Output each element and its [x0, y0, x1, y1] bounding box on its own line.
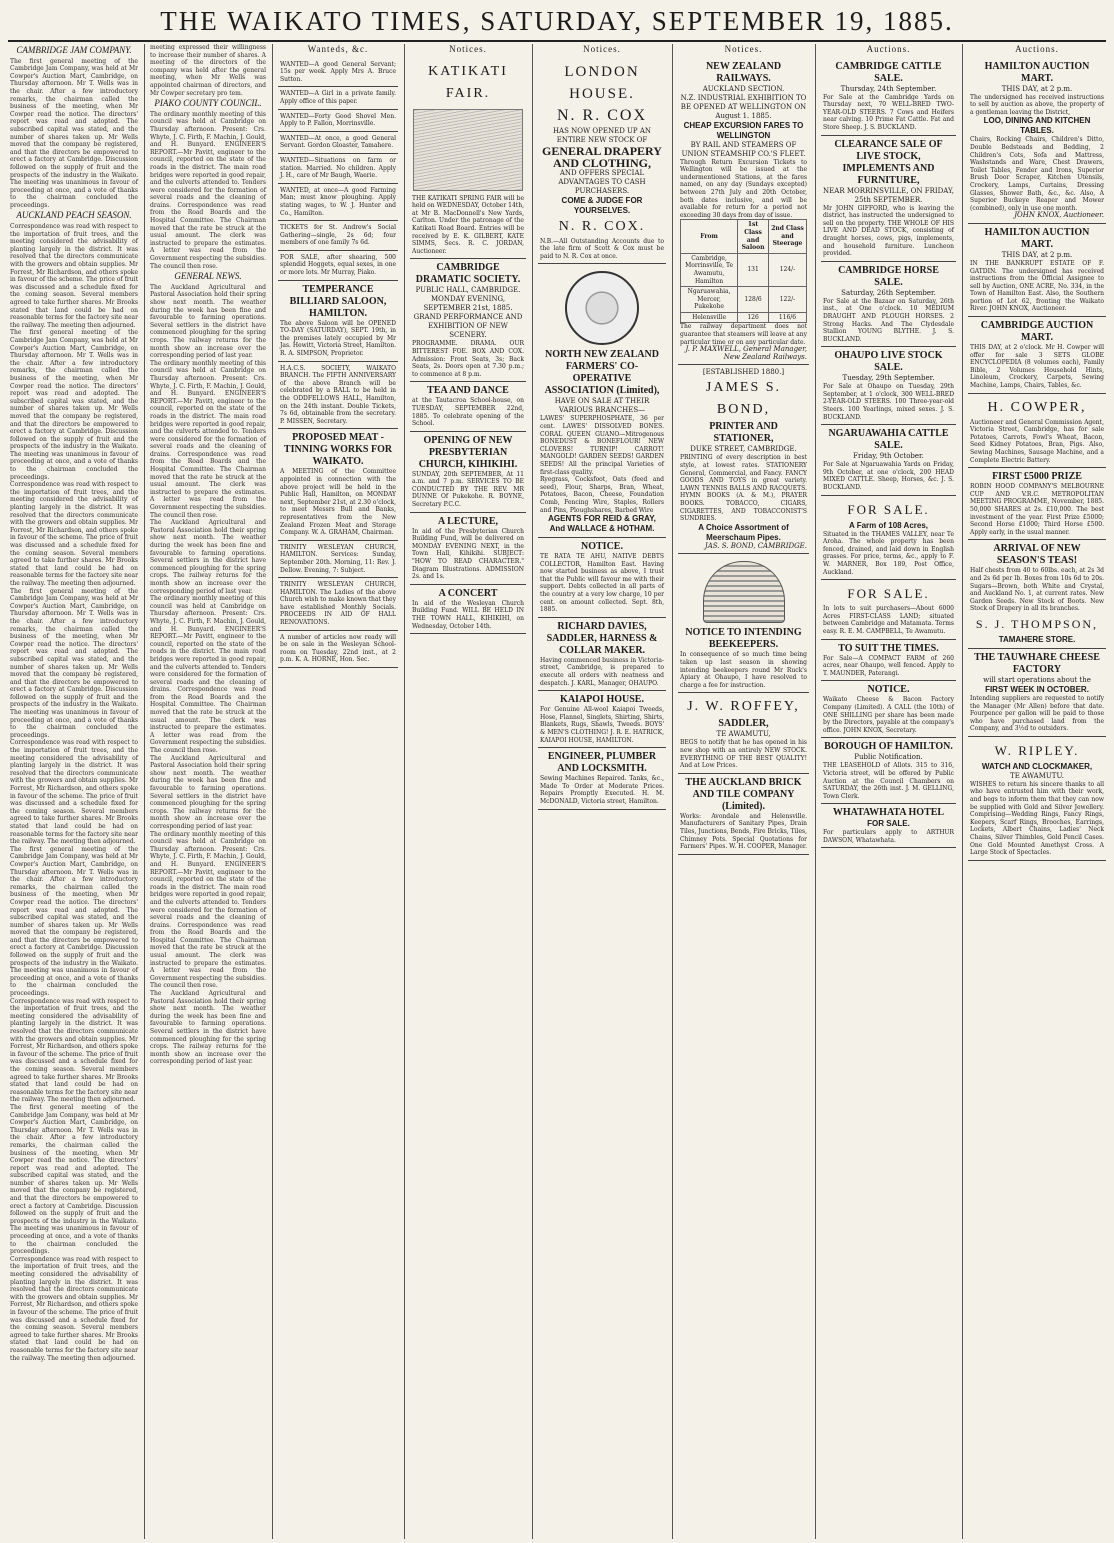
article-title: AUCKLAND PEACH SEASON. [16, 210, 132, 221]
column-divider [144, 44, 145, 1539]
column-5-notices [538, 44, 666, 1539]
column-8-auctions [968, 44, 1106, 1539]
column-2 [150, 44, 266, 1539]
engineer-ad: ENGINEER, PLUMBER AND LOCKSMITH. Sewing Machines Repaired. Tanks, &c., Made To Order at Moderate Prices. Repairs Promptly Executed. H. M. McDONALD, Victoria street, Hamilton. [538, 748, 666, 809]
auction-mart-ad: HAMILTON AUCTION MART. THIS DAY, at 2 p.m. The undersigned has received instructions to sell by auction as above, the property of a gentleman leaving the District, LOO, DINING AND KITCHEN TABLES. Chairs, Rocking Chairs, Children's Ditto, Double Bedsteads and Bedding, 2 Children's Cots, Sofa and Mattress, Washstands and Ware, Chest Drawers, Toilet Tables, Fender and Irons, Superior Brush Door Scraper, Kitchen Utensils, Crockery, Lamps, Curtains, Dressing Glasses, Shower Bath, &c., &c. Also, A Superior Buckeye Reaper and Mower (combined), only in use one month. JOHN KNOX, Auctioneer. [968, 58, 1106, 224]
classified-ad: FOR SALE, after shearing, 500 splendid Hoggets, equal sexes, in one or more lots. Mr Murray, Piako. [278, 251, 398, 281]
auction-ad: CAMBRIDGE HORSE SALE. Saturday, 26th September. For Sale at the Bazaar on Saturday, 26th inst., at One o'clock. 10 MEDIUM DRAUGHT AND PLOUGH HORSES. 2 Strong Hacks. And The Clydesdale Stallion YOUNG BLYTHE. J. S. BUCKLAND. [821, 262, 956, 348]
column-heading: Notices. [724, 44, 763, 54]
column-heading: Auctions. [866, 44, 911, 54]
coop-seal-emblem [565, 271, 639, 345]
article-body: The ordinary monthly meeting of this council was held at Cambridge on Thursday afternoon. Present: Crs. Whyte, J. C. Firth, F. Machin, J. Gould, and H. Bunyard. ENGINEER'S REPORT.—Mr Pavitt, engineer to the council, reported on the state of the roads in the district. The main road bridges were reported in good repair, and the culverts attended to. Tenders were considered for the formation of several roads and the cleaning of drains. Correspondence was read from the Road Boards and the Hospital Committee. The Chairman moved that the rate be struck at the usual amount. The clerk was instructed to prepare the estimates. A letter was read from the Government respecting the subsidies. The council then rose. [150, 830, 268, 990]
brick-tile-ad: THE AUCKLAND BRICK AND TILE COMPANY (Limited). Works: Avondale and Helensville. Manufacturers of Sanitary Pipes, Drain Tiles, Junctions, Bends, Fire Bricks, Tiles, Chimney Pots. Special Quotations for Farmers' Pipes. W. H. COOPER, Manager. [678, 774, 809, 855]
article-body: Correspondence was read with respect to the importation of fruit trees, and the meeting considered the advisability of planting largely in the district. It was resolved that the directors communicate with the growers and obtain supplies. Mr Forrest, Mr Richardson, and others spoke in favour of the scheme. The price of fruit was discussed and a schedule fixed for the coming season. Several members agreed to take further shares. Mr Brooks stated that land could be had on reasonable terms for the factory site near the railway. The meeting then adjourned. [10, 739, 140, 846]
article-body: The first general meeting of the Cambridge Jam Company, was held at Mr Cowper's Auction Mart, Cambridge, on Thursday afternoon. Mr T. Wells was in the chair. After a few introductory remarks, the chairman called the business of the meeting, when Mr Cowper read the notice. The directors' report was read and adopted. The subscribed capital was stated, and the number of shares taken up. Mr Wells moved that the company be registered, and that the directors be empowered to erect a factory at Cambridge. Discussion followed on the supply of fruit and the prospects of the industry in the Waikato. The meeting was unanimous in favour of proceeding at once, and a vote of thanks to the chairman concluded the proceedings. [10, 1103, 140, 1256]
article-body: The Auckland Agricultural and Pastoral Association hold their spring show next month. The weather during the week has been fine and favourable to farming operations. Several settlers in the district have commenced ploughing for the spring crops. The railway returns for the month show an increase over the corresponding period of last year. [150, 754, 268, 830]
column-3-wanteds [278, 44, 398, 1539]
column-heading: Auctions. [1015, 44, 1059, 54]
column-divider [672, 44, 673, 1539]
auction-mart-ad: CAMBRIDGE AUCTION MART. THIS DAY, at 2 o'clock. Mr H. Cowper will offer for sale 3 SETS GLOBE ENCYCLOPEDIA (8 volumes each), Family Bible, 2 Volumes Household Hints, Linoleum, Crockery, Carpets, Sewing Machine, Lamps, Chairs, Tables, &c. [968, 317, 1106, 394]
article-title: CAMBRIDGE JAM COMPANY. [16, 45, 132, 55]
saddler-ad: RICHARD DAVIES, SADDLER, HARNESS & COLLAR MAKER. Having commenced business in Victoria-street, Cambridge, is prepared to execute all orders with neatness and despatch. J. KARL, Manager, OHAUPO. [538, 618, 666, 691]
article-body: Correspondence was read with respect to the importation of fruit trees, and the meeting considered the advisability of planting largely in the district. It was resolved that the directors communicate with the growers and obtain supplies. Mr Forrest, Mr Richardson, and others spoke in favour of the scheme. The price of fruit was discussed and a schedule fixed for the coming season. Several members agreed to take further shares. Mr Brooks stated that land could be had on reasonable terms for the factory site near the railway. The meeting then adjourned. [10, 481, 140, 587]
column-divider [962, 44, 963, 1539]
dramatic-society-ad: CAMBRIDGE DRAMATIC SOCIETY. PUBLIC HALL, CAMBRIDGE. MONDAY EVENING, SEPTEMBER 21st, 1885. GRAND PERFORMANCE AND EXHIBITION OF NEW SCENERY. PROGRAMME. DRAMA. OUR BITTEREST FOE. BOX AND COX. Admission: Front Seats, 3s; Back Seats, 2s. Doors open at 7.30 p.m.; to commence at 8 p.m. [410, 259, 526, 382]
cheese-company-notice: NOTICE. Waikato Cheese & Bacon Factory Company (Limited). A CALL (the 10th) of ONE SHILLING per share has been made by the Directors, payable at the company's office. JOHN KNOX, Secretary. [821, 681, 956, 738]
classified-ad: WANTED—Forty Good Shovel Men. Apply to P. Fallon, Morrinsville. [278, 110, 398, 132]
fares-header: 1st Class and Saloon [738, 220, 769, 253]
article-body: The first general meeting of the Cambridge Jam Company, was held at Mr Cowper's Auction Mart, Cambridge, on Thursday afternoon. Mr T. Wells was in the chair. After a few introductory remarks, the chairman called the business of the meeting, when Mr Cowper read the notice. The directors' report was read and adopted. The subscribed capital was stated, and the number of shares taken up. Mr Wells moved that the company be registered, and that the directors be empowered to erect a factory at Cambridge. Discussion followed on the supply of fruit and the prospects of the industry in the Waikato. The meeting was unanimous in favour of proceeding at once, and a vote of thanks to the chairman concluded the proceedings. [10, 329, 140, 481]
column-6-notices [678, 44, 809, 1539]
lecture-ad: A LECTURE, In aid of the Presbyterian Church Building Fund, will be delivered on MONDAY EVENING NEXT, in the Town Hall, Kihikihi. SUBJECT: "HOW TO READ CHARACTER." Diagram Illustrations. ADMISSION 2s. and 1s. [410, 513, 526, 585]
roffey-saddler-ad: J. W. ROFFEY, SADDLER, TE AWAMUTU, BEGS to notify that he has opened in his new shop with an entirely NEW STOCK. EVERYTHING OF THE BEST QUALITY! And at Low Prices. [678, 693, 809, 773]
farm-sale-ad: FOR SALE. A Farm of 108 Acres, Situated in the THAMES VALLEY, near Te Aroha. The whole property has been fenced, drained, and laid down in English grasses. For price, terms, &c., apply to F. W. MARNER, Box 189, Post Office, Auckland. [821, 496, 956, 581]
article-body: Correspondence was read with respect to the importation of fruit trees, and the meeting considered the advisability of planting largely in the district. It was resolved that the directors communicate with the growers and obtain supplies. Mr Forrest, Mr Richardson, and others spoke in favour of the scheme. The price of fruit was discussed and a schedule fixed for the coming season. Several members agreed to take further shares. Mr Brooks stated that land could be had on reasonable terms for the factory site near the railway. The meeting then adjourned. [10, 223, 140, 329]
column-divider [404, 44, 405, 1539]
farmers-coop-ad: NORTH NEW ZEALAND FARMERS' CO-OPERATIVE ASSOCIATION (Limited), HAVE ON SALE AT THEIR VARIOUS BRANCHES— LAWES' SUPERPHOSPHATE, 36 per cent. LAWES' DISSOLVED BONES. CORAL QUEEN GUANO—Mitrogenous BONEDUST & BONEFLOUR! NEW CLOVERS! TURNIP! CARROT! MANGOLD! GARDEN SEEDS! GARDEN SEEDS! All the principal Varieties of first-class quality. Ryegrass, Cocksfoot, Oats (feed and seed), Flour, Sharps, Bran, Wheat, Potatoes, Bacon, Cheese, Foundation Comb, Fencing Wire, Staples, Rollers and Pins, Ploughshares, Barbed Wire AGENTS FOR REID & GRAY, And WALLACE & HOTHAM. [538, 264, 666, 538]
classified-ad: WANTED—A good General Servant; 15s per week. Apply Mrs A. Bruce Sutton. [278, 58, 398, 88]
anniversary-ball-ad: H.A.C.S. SOCIETY, WAIKATO BRANCH. The FIFTH ANNIVERSARY of the above Branch will be celebrated by a BALL to be held in the ODDFELLOWS HALL, Hamilton, on the 24th instant. Double Tickets, 7s 6d, obtainable from the secretary. P. MISSEN, Secretary. [278, 362, 398, 430]
article-body: The first general meeting of the Cambridge Jam Company, was held at Mr Cowper's Auction Mart, Cambridge, on Thursday afternoon. Mr T. Wells was in the chair. After a few introductory remarks, the chairman called the business of the meeting, when Mr Cowper read the notice. The directors' report was read and adopted. The subscribed capital was stated, and the number of shares taken up. Mr Wells moved that the company be registered, and that the directors be empowered to erect a factory at Cambridge. Discussion followed on the supply of fruit and the prospects of the industry in the Waikato. The meeting was unanimous in favour of proceeding at once, and a vote of thanks to the chairman concluded the proceedings. [10, 57, 140, 209]
tea-arrival-ad: ARRIVAL OF NEW SEASON'S TEAS! Half chests from 40 to 60lbs. each, at 2s 3d and 2s 6d per lb. Boxes from 10s 6d to 20s. Sugars—Brown, both White and Crystal, and Auckland No. 1, at current rates. New Garden Seeds. New Stock of Boots. New Stock of Drapery in all its branches. S. J. THOMPSON, TAMAHERE STORE. [968, 540, 1106, 649]
article-body: The ordinary monthly meeting of this council was held at Cambridge on Thursday afternoon. Present: Crs. Whyte, J. C. Firth, F. Machin, J. Gould, and H. Bunyard. ENGINEER'S REPORT.—Mr Pavitt, engineer to the council, reported on the state of the roads in the district. The main road bridges were reported in good repair, and the culverts attended to. Tenders were considered for the formation of several roads and the cleaning of drains. Correspondence was read from the Road Boards and the Hospital Committee. The Chairman moved that the rate be struck at the usual amount. The clerk was instructed to prepare the estimates. A letter was read from the Government respecting the subsidies. The council then rose. [150, 595, 268, 755]
debt-collector-notice: NOTICE. TE RATA TE AHU, NATIVE DEBTS COLLECTOR, Hamilton East. Having now started business as above, I trust that the Public will favour me with their support. Debts collected in all parts of the country at a very low charge, 10 per cent. on amount collected. Sept. 8th, 1885. [538, 538, 666, 618]
column-4-notices [410, 44, 526, 1539]
classified-ad: A number of articles now ready will be on sale in the Wesleyan School-room on Tuesday, 22nd inst., at 2 p.m. K. A. HORNE, Hon. Sec. [278, 631, 398, 668]
church-notice: TRINITY WESLEYAN CHURCH, HAMILTON. Services: Sunday, September 20th. Morning, 11: Rev. J. Dellow. Evening, 7: Subject. [278, 541, 398, 578]
auction-ad: NGARUAWAHIA CATTLE SALE. Friday, 9th October. For Sale at Ngaruawahia Yards on Friday, 9th October, at one o'clock, 200 HEAD MIXED CATTLE. Sheep, Horses, &c. J. S. BUCKLAND. [821, 425, 956, 495]
fares-table [680, 219, 807, 323]
classified-ad: TICKETS for St. Andrew's Social Gathering—single, 2s 6d; four members of one family 7s 6d. [278, 221, 398, 251]
kaiapoi-house-ad: KAIAPOI HOUSE. For Genuine All-wool Kaiapoi Tweeds, Hose, Flannel, Singlets, Shirting, Shirts, Blankets, Rugs, Shawls, Tweeds. BOYS' & MEN'S CLOTHING! J. R. E. HATRICK, KAIAPOI HOUSE, HAMILTON. [538, 691, 666, 748]
column-heading: Notices. [449, 44, 487, 54]
classified-ad: WANTED—Situations on farm or station. Married. No children. Apply J. H., care of Mr Baugh, Waerie. [278, 154, 398, 184]
table-row: Cambridge, Morrinsville, Te Awamutu, Hamilton 131 124/- [681, 253, 807, 286]
land-sale-ad: FOR SALE. In lots to suit purchasers—About 6000 Acres FIRST-CLASS LAND; situated between Cambridge and Matamata. Terms easy. R. E. M. CAMPBELL, Te Awamutu. [821, 580, 956, 639]
article-title: PIAKO COUNTY COUNCIL. [154, 98, 262, 109]
column-divider [815, 44, 816, 1539]
cheese-factory-ad: THE TAUWHARE CHEESE FACTORY will start operations about the FIRST WEEK IN OCTOBER. Intending suppliers are requested to notify the Manager (Mr Allen) before that date. Fourpence per gallon will be paid to those who have purchased land from the Company, and 3½d to outsiders. [968, 649, 1106, 737]
borough-notice: BOROUGH OF HAMILTON. Public Notification. THE LEASEHOLD of Allots. 315 to 316, Victoria street, will be offered by Public Auction at the Council Chambers on SATURDAY, the 26th inst. J. M. GELLING, Town Clerk. [821, 738, 956, 804]
column-7-auctions [821, 44, 956, 1539]
article-body: Correspondence was read with respect to the importation of fruit trees, and the meeting considered the advisability of planting largely in the district. It was resolved that the directors communicate with the growers and obtain supplies. Mr Forrest, Mr Richardson, and others spoke in favour of the scheme. The price of fruit was discussed and a schedule fixed for the coming season. Several members agreed to take further shares. Mr Brooks stated that land could be had on reasonable terms for the factory site near the railway. The meeting then adjourned. [10, 1255, 140, 1362]
auction-mart-ad: HAMILTON AUCTION MART. THIS DAY, at 2 p.m. IN THE BANKRUPT ESTATE OF F. GATDIN. The undersigned has received instructions from the Official Assignee to sell by Auction, ONE ACRE, No. 334, in the Town of Hamilton East. Also, the Southern portion of Lot 62, fronting the Waikato River. JOHN KNOX, Auctioneer. [968, 224, 1106, 317]
column-1 [10, 44, 138, 1539]
farm-sale-ad: TO SUIT THE TIMES. For Sale—A COMPACT FARM of 260 acres, near Ohaupo, well fenced. Apply to T. MAUNDER, Paterangi. [821, 640, 956, 682]
auction-ad: OHAUPO LIVE STOCK SALE. Tuesday, 29th September. For Sale at Ohaupo on Tuesday, 29th September, at 1 o'clock, 300 WELL-BRED 2-YEAR-OLD STEERS. 100 Three-year-old Steers. 100 Yearlings, mixed sexes. J. S. BUCKLAND. [821, 347, 956, 425]
hotel-sale-ad: WHATAWHATA HOTEL FOR SALE. For particulars apply to ARTHUR DAWSON, Whatawhata. [821, 804, 956, 848]
church-notice: TRINITY WESLEYAN CHURCH, HAMILTON. The Ladies of the above Church wish to make known that they have established Monthly Socials. PROCEEDS IN AID OF HALL RENOVATIONS. [278, 578, 398, 631]
railways-ad: NEW ZEALAND RAILWAYS. AUCKLAND SECTION. N.Z. INDUSTRIAL EXHIBITION TO BE OPENED AT WELLINGTON ON August 1. 1885. CHEAP EXCURSION FARES TO WELLINGTON BY RAIL AND STEAMERS OF UNION STEAMSHIP CO.'S FLEET. Through Return Excursion Tickets to Wellington will be issued at the undermentioned Stations, at the fares named, on any day (Sundays excepted) between 27th July and 20th October, both dates inclusive, and will be available for return for a period not exceeding 30 days from day of issue. From 1st Class and Saloon 2nd Class and Steerage Cambridge, Morrinsville, Te Awamutu, Hamilton 131 124/- Ngaruawahia, Mercer, Pukekohe 128/6 122/- Helensville 126 116/6 The railway department does not guarantee that steamers will leave at any particular time or on any particular date. J. P. MAXWELL, General Manager, New Zealand Railways. [678, 58, 809, 366]
church-opening-ad: OPENING OF NEW PRESBYTERIAN CHURCH, KIHIKIHI. SUNDAY, 20th SEPTEMBER, At 11 a.m. and 7 p.m. SERVICES TO BE CONDUCTED BY THE REV. MR DUNNE Of Pukekohe. R. BOYNE, Secretary P.C.C. [410, 432, 526, 513]
table-row: Helensville 126 116/6 [681, 312, 807, 323]
article-body: The ordinary monthly meeting of this council was held at Cambridge on Thursday afternoon. Present: Crs. Whyte, J. C. Firth, F. Machin, J. Gould, and H. Bunyard. ENGINEER'S REPORT.—Mr Pavitt, engineer to the council, reported on the state of the roads in the district. The main road bridges were reported in good repair, and the culverts attended to. Tenders were considered for the formation of several roads and the cleaning of drains. Correspondence was read from the Road Boards and the Hospital Committee. The Chairman moved that the rate be struck at the usual amount. The clerk was instructed to prepare the estimates. A letter was read from the Government respecting the subsidies. The council then rose. [150, 110, 268, 270]
masthead: THE WAIKATO TIMES, SATURDAY, SEPTEMBER 19, 1885. [160, 6, 954, 36]
article-body: The first general meeting of the Cambridge Jam Company, was held at Mr Cowper's Auction Mart, Cambridge, on Thursday afternoon. Mr T. Wells was in the chair. After a few introductory remarks, the chairman called the business of the meeting, when Mr Cowper read the notice. The directors' report was read and adopted. The subscribed capital was stated, and the number of shares taken up. Mr Wells moved that the company be registered, and that the directors be empowered to erect a factory at Cambridge. Discussion followed on the supply of fruit and the prospects of the industry in the Waikato. The meeting was unanimous in favour of proceeding at once, and a vote of thanks to the chairman concluded the proceedings. [10, 587, 140, 739]
classified-ad: WANTED—A Girl in a private family. Apply office of this paper. [278, 87, 398, 109]
concert-ad: A CONCERT In aid of the Wesleyan Church Building Fund. WILL BE HELD IN THE TOWN HALL, KIHIKIHI, on Wednesday, October 14th. [410, 585, 526, 634]
london-house-ad: LONDON HOUSE. N. R. COX HAS NOW OPENED UP AN ENTIRE NEW STOCK OF GENERAL DRAPERY AND CLOTHING, AND OFFERS SPECIAL ADVANTAGES TO CASH PURCHASERS. COME & JUDGE FOR YOURSELVES. N. R. COX. N.B.—All Outstanding Accounts due to the late firm of Scott & Cox must be paid to N. R. Cox at once. [538, 58, 666, 265]
article-body: The Auckland Agricultural and Pastoral Association hold their spring show next month. The weather during the week has been fine and favourable to farming operations. Several settlers in the district have commenced ploughing for the spring crops. The railway returns for the month show an increase over the corresponding period of last year. [150, 990, 268, 1066]
masthead-rule [8, 40, 1106, 42]
prize-lottery-ad: FIRST £5000 PRIZE ROBIN HOOD COMPANY'S MELBOURNE CUP AND V.R.C. METROPOLITAN MEETING PROGRAMME, November, 1885. 50,000 SHARES at 2s. £10,000. The best investment of the year. First Prize £5000; Second Horse £1000; Third Horse £500. Apply early, in the usual manner. [968, 468, 1106, 540]
article-body: The Auckland Agricultural and Pastoral Association hold their spring show next month. The weather during the week has been fine and favourable to farming operations. Several settlers in the district have commenced ploughing for the spring crops. The railway returns for the month show an increase over the corresponding period of last year. [150, 283, 268, 360]
beehive-illustration [703, 561, 785, 623]
column-divider [272, 44, 273, 1539]
watchmaker-ad: W. RIPLEY. WATCH AND CLOCKMAKER, TE AWAMUTU. WISHES to return his sincere thanks to all who have entrusted him with their work, and begs to inform them that they can now be supplied with Gold and Silver Jewellery. Comprising—Wedding Rings, Fancy Rings, Keepers, Scarf Rings, Brooches, Earrings, Lockets, Albert Chains, Ladies' Neck Chains, Silver Thimbles, Gold Pencil Cases. One Gold Mounted Amethyst Cross. A Large Stock of Spectacles. [968, 737, 1106, 861]
fair-engraving-image [413, 109, 523, 191]
column-heading: Wanteds, &c. [307, 44, 369, 54]
article-body: Correspondence was read with respect to the importation of fruit trees, and the meeting considered the advisability of planting largely in the district. It was resolved that the directors communicate with the growers and obtain supplies. Mr Forrest, Mr Richardson, and others spoke in favour of the scheme. The price of fruit was discussed and a schedule fixed for the coming season. Several members agreed to take further shares. Mr Brooks stated that land could be had on reasonable terms for the factory site near the railway. The meeting then adjourned. [10, 997, 140, 1104]
column-divider [532, 44, 533, 1539]
meat-works-ad: PROPOSED MEAT - TINNING WORKS FOR WAIKATO. A MEETING of the Committee appointed in connection with the above project will be held in the Public Hall, Hamilton, on MONDAY next, September 21st, at 2.30 o'clock, to meet Messrs Bull and Banks, representatives from the New Zealand Frozen Meat and Storage Company. W. A. GRAHAM, Chairman. [278, 429, 398, 540]
billiard-saloon-ad: TEMPERANCE BILLIARD SALOON, HAMILTON. The above Saloon will be OPENED TO-DAY (SATURDAY), SEPT. 19th, in the premises lately occupied by Mr Jas. Hewitt, Victoria Street, Hamilton. R. A. SIMPSON, Proprietor. [278, 281, 398, 362]
article-body: The first general meeting of the Cambridge Jam Company, was held at Mr Cowper's Auction Mart, Cambridge, on Thursday afternoon. Mr T. Wells was in the chair. After a few introductory remarks, the chairman called the business of the meeting, when Mr Cowper read the notice. The directors' report was read and adopted. The subscribed capital was stated, and the number of shares taken up. Mr Wells moved that the company be registered, and that the directors be empowered to erect a factory at Cambridge. Discussion followed on the supply of fruit and the prospects of the industry in the Waikato. The meeting was unanimous in favour of proceeding at once, and a vote of thanks to the chairman concluded the proceedings. [10, 845, 140, 998]
printer-stationer-ad: [ESTABLISHED 1880.] JAMES S. BOND, PRINTER AND STATIONER, DUKE STREET, CAMBRIDGE. PRINTING of every description in best style, at lowest rates. STATIONERY General, Commercial, and Fancy. FANCY GOODS AND TOYS in great variety. LAWN TENNIS BALLS AND RACQUETS. HYMN BOOKS (A. & M.), PRAYER BOOKS. TOBACCO, CIGARS, CIGARETTES, AND TOBACCONIST'S SUNDRIES. A Choice Assortment of Meerschaum Pipes. JAS. S. BOND, CAMBRIDGE. [678, 365, 809, 554]
article-body: The ordinary monthly meeting of this council was held at Cambridge on Thursday afternoon. Present: Crs. Whyte, J. C. Firth, F. Machin, J. Gould, and H. Bunyard. ENGINEER'S REPORT.—Mr Pavitt, engineer to the council, reported on the state of the roads in the district. The main road bridges were reported in good repair, and the culverts attended to. Tenders were considered for the formation of several roads and the cleaning of drains. Correspondence was read from the Road Boards and the Hospital Committee. The Chairman moved that the rate be struck at the usual amount. The clerk was instructed to prepare the estimates. A letter was read from the Government respecting the subsidies. The council then rose. [150, 359, 268, 519]
auction-ad: CLEARANCE SALE OF LIVE STOCK, IMPLEMENTS AND FURNITURE, NEAR MORRINSVILLE, ON FRIDAY, 25th SEPTEMBER. Mr JOHN GIFFORD, who is leaving the district, has instructed the undersigned to sell on the property. THE WHOLE OF HIS LIVE AND DEAD STOCK, consisting of draught horses, cows, pigs, implements, and household furniture. Luncheon provided. [821, 136, 956, 262]
article-body: meeting expressed their willingness to increase their number of shares. A meeting of the directors of the company was held after the general meeting, when Mr Wells was appointed chairman of directors, and Mr Cowper secretary pro tem. [150, 44, 268, 97]
article-body: The Auckland Agricultural and Pastoral Association hold their spring show next month. The weather during the week has been fine and favourable to farming operations. Several settlers in the district have commenced ploughing for the spring crops. The railway returns for the month show an increase over the corresponding period of last year. [150, 519, 268, 595]
katikati-fair-ad: KATIKATI FAIR. THE KATIKATI SPRING FAIR will be held on WEDNESDAY, October 14th, at Mr B. MacDonnell's New Yards, Carlton. Under the patronage of the Katikati Road Board. Entries will be received by E. K. GILBERT, KATE SIMMS, Secs. R. C. JORDAN, Auctioneer. [410, 58, 526, 260]
table-row: Ngaruawahia, Mercer, Pukekohe 128/6 122/- [681, 287, 807, 313]
fares-header: From [681, 220, 738, 253]
beekeepers-notice: NOTICE TO INTENDING BEEKEEPERS. In consequence of so much time being taken up last season in showing intending beekeepers round Mr Ruck's Apiary at Ohaupo, I have resolved to charge a fee for instruction. [678, 554, 809, 693]
fares-header: 2nd Class and Steerage [768, 220, 806, 253]
auction-ad: CAMBRIDGE CATTLE SALE. Thursday, 24th September. For Sale at the Cambridge Yards on Thursday next, 70 WELL-BRED TWO-YEAR-OLD STEERS. 7 Cows and Heifers near calving. 10 Prime Fat Cattle. Fat and Store Sheep. J. S. BUCKLAND. [821, 58, 956, 136]
cowper-ad: H. COWPER, Auctioneer and General Commission Agent, Victoria Street, Cambridge, has for sale Potatoes, Carrots, Fowl's Wheat, Bacon, Seed Kidney Potatoes, Bran, Pigs. Also, Sewing Machines, Sausage Machine, and a Complete Electric Battery. [968, 394, 1106, 469]
classified-ad: WANTED, at once—A good Farming Man; must know ploughing. Apply stating wages, to W. J. Hunter and Co., Hamilton. [278, 184, 398, 221]
tea-dance-ad: TEA AND DANCE at the Tautacroa School-house, on TUESDAY, SEPTEMBER 22nd, 1885. To celebrate opening of the School. [410, 382, 526, 431]
column-heading: Notices. [583, 44, 621, 54]
classified-ad: WANTED—At once, a good General Servant. Gordon Gloaster, Tamahere. [278, 132, 398, 154]
article-title: GENERAL NEWS. [174, 271, 242, 282]
